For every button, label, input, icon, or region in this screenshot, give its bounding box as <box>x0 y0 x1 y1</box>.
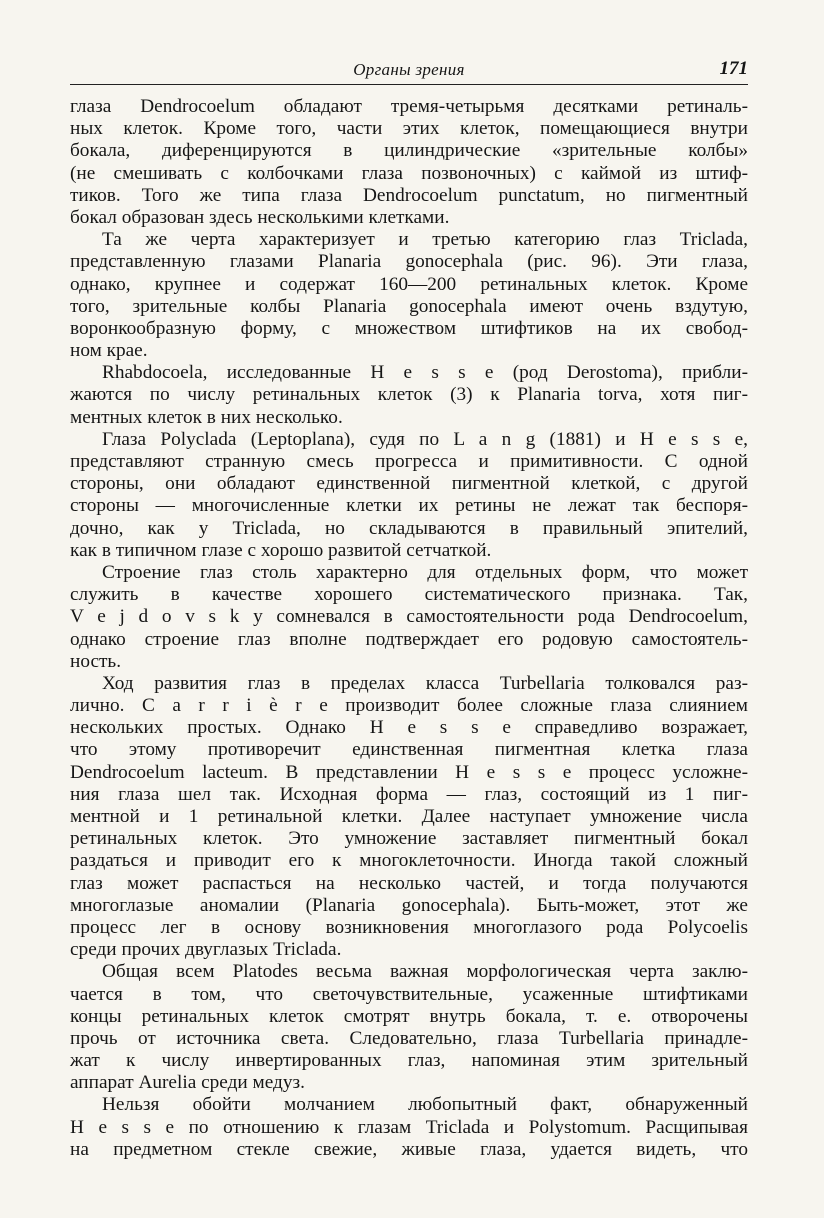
page-number: 171 <box>719 58 748 79</box>
body-text <box>70 96 748 1161</box>
text-line: раздаться и приводит его к многоклеточности. Иногда такой сложный <box>70 850 748 872</box>
text-line: Общая всем Platodes весьма важная морфологическая черта заклю- <box>102 961 748 983</box>
text-line: среди прочих двуглазых Triclada. <box>70 939 342 961</box>
paragraph <box>70 961 748 1094</box>
text-line: ных клеток. Кроме того, части этих клеток, помещающиеся внутри <box>70 118 748 140</box>
text-line: представляют странную смесь прогресса и примитивности. С одной <box>70 451 748 472</box>
text-line: концы ретинальных клеток смотрят внутрь бокала, т. е. отворочены <box>70 1005 748 1027</box>
text-line: дочно, как у Triclada, но складываются в правильный эпителий, <box>70 517 748 539</box>
text-line: Dendrocoelum lacteum. В представлении H e s s e процесс усложне- <box>70 761 748 783</box>
text-line: Ход развития глаз в пределах класса Turbellaria толковался раз- <box>102 672 748 694</box>
text-line: нескольких простых. Однако H e s s e справедливо возражает, <box>70 717 748 739</box>
text-line: однако строение глаз вполне подтверждает его родовую самостоятель- <box>70 628 748 650</box>
text-line: ность. <box>70 650 122 672</box>
text-line: ментных клеток в них несколько. <box>70 406 343 428</box>
text-line: глаза Dendrocoelum обладают тремя-четырьмя десятками ретиналь- <box>70 96 748 117</box>
text-line: служить в качестве хорошего систематического признака. Так, <box>70 584 748 606</box>
running-title: Органы зрения <box>353 60 465 79</box>
text-line: ном крае. <box>70 340 148 362</box>
text-line: Нельзя обойти молчанием любопытный факт, обнаруженный <box>102 1094 748 1116</box>
text-line: бокал образован здесь несколькими клетками. <box>70 206 450 228</box>
paragraph <box>70 96 748 229</box>
text-line: жат к числу инвертированных глаз, напоминая этим зрительный <box>70 1050 748 1072</box>
text-line: глаз может распасться на несколько частей, и тогда получаются <box>70 872 748 894</box>
running-header <box>70 58 748 85</box>
text-line: ментной и 1 ретинальной клетки. Далее наступает умножение числа <box>70 806 748 827</box>
text-line: Глаза Polyclada (Leptoplana), судя по L a n g (1881) и H e s s e, <box>102 428 748 450</box>
paragraph <box>70 362 748 429</box>
paragraph <box>70 562 748 673</box>
paragraph <box>70 229 748 362</box>
text-line: Та же черта характеризует и третью категорию глаз Triclada, <box>102 229 748 251</box>
text-line: (не смешивать с колбочками глаза позвоночных) с каймой из штиф- <box>70 162 748 184</box>
text-line: стороны — многочисленные клетки их ретины не лежат так беспоря- <box>70 495 748 517</box>
text-line: стороны, они обладают единственной пигментной клеткой, с другой <box>70 473 748 495</box>
text-line: процесс лег в основу возникновения многоглазого рода Polycoelis <box>70 916 748 938</box>
text-line: того, зрительные колбы Planaria gonocephala имеют очень вздутую, <box>70 295 748 317</box>
text-line: представленную глазами Planaria gonocephala (рис. 96). Эти глаза, <box>70 251 748 273</box>
text-line: тиков. Того же типа глаза Dendrocoelum punctatum, но пигментный <box>70 184 748 206</box>
text-line: ретинальных клеток. Это умножение заставляет пигментный бокал <box>70 828 748 850</box>
text-line: многоглазые аномалии (Planaria gonocephala). Быть-может, этот же <box>70 894 748 916</box>
paragraph <box>70 429 748 562</box>
text-line: жаются по числу ретинальных клеток (3) к Planaria torva, хотя пиг- <box>70 384 748 406</box>
text-line: воронкообразную форму, с множеством штифтиков на их свобод- <box>70 317 748 339</box>
text-line: H e s s e по отношению к глазам Triclada и Polystomum. Расщипывая <box>70 1116 748 1138</box>
text-line: бокала, диференцируются в цилиндрические «зрительные колбы» <box>70 140 748 162</box>
text-line: лично. C a r r i è r e производит более сложные глаза слиянием <box>70 695 748 717</box>
text-line: аппарат Aurelia среди медуз. <box>70 1072 305 1094</box>
text-line: Rhabdocoela, исследованные H e s s e (род Derostoma), прибли- <box>102 362 748 384</box>
text-line: как в типичном глазе с хорошо развитой сетчаткой. <box>70 539 492 561</box>
text-line: прочь от источника света. Следовательно, глаза Turbellaria принадле- <box>70 1027 748 1049</box>
text-line: на предметном стекле свежие, живые глаза, удается видеть, что <box>70 1138 748 1160</box>
text-line: что этому противоречит единственная пигментная клетка глаза <box>70 739 748 761</box>
text-line: V e j d o v s k y сомневался в самостоятельности рода Dendrocoelum, <box>70 606 748 628</box>
text-line: чается в том, что светочувствительные, усаженные штифтиками <box>70 983 748 1005</box>
paragraph <box>70 1094 748 1161</box>
text-line: ния глаза шел так. Исходная форма — глаз, состоящий из 1 пиг- <box>70 783 748 805</box>
paragraph <box>70 673 748 961</box>
text-line: Строение глаз столь характерно для отдельных форм, что может <box>102 561 748 583</box>
text-line: однако, крупнее и содержат 160—200 ретинальных клеток. Кроме <box>70 273 748 295</box>
